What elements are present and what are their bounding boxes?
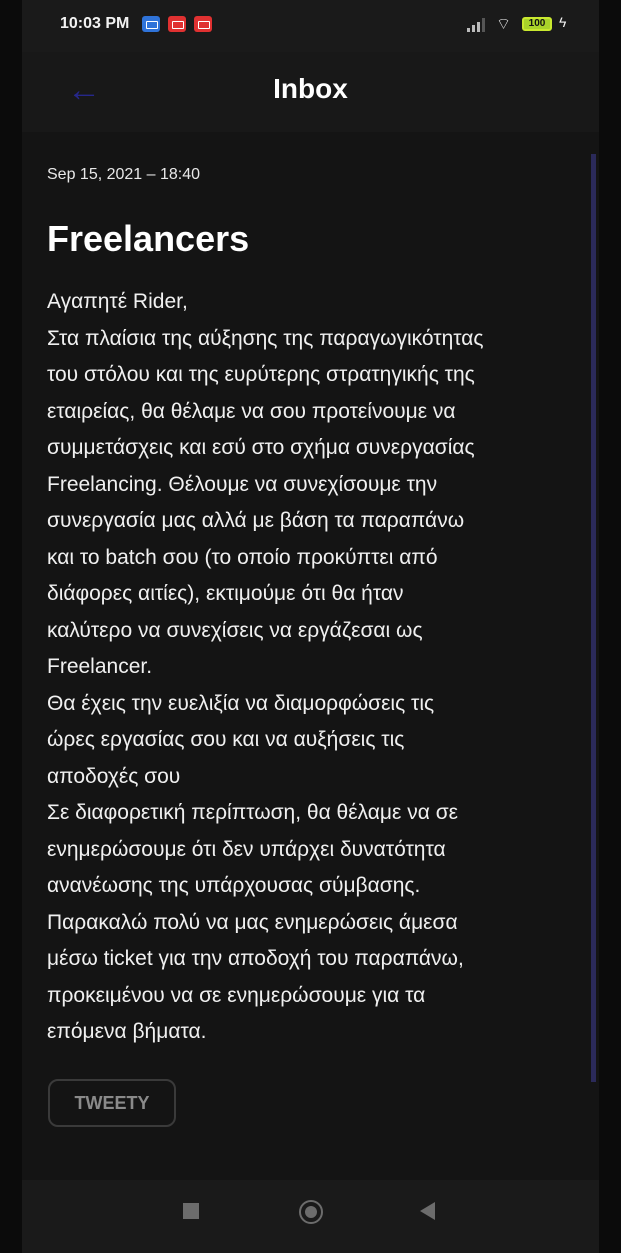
- body-line: Παρακαλώ πολύ να μας ενημερώσεις άμεσα: [47, 910, 458, 934]
- body-line: μέσω ticket για την αποδοχή του παραπάνω,: [47, 947, 464, 970]
- mail-icon: [168, 16, 186, 32]
- body-line: Freelancing. Θέλουμε να συνεχίσουμε την: [47, 472, 438, 496]
- body-line: Freelancer.: [47, 655, 153, 678]
- charging-icon: ϟ: [559, 14, 567, 30]
- body-line: συμμετάσχεις και εσύ στο σχήμα συνεργασίας: [47, 436, 475, 459]
- message-icon: [142, 16, 160, 32]
- mail-icon: [194, 16, 212, 32]
- status-bar: [22, 0, 599, 52]
- sender-tag-button[interactable]: TWEETY: [48, 1079, 176, 1127]
- body-line: επόμενα βήματα.: [47, 1020, 207, 1043]
- recent-apps-icon[interactable]: [183, 1203, 199, 1219]
- scrollbar[interactable]: [591, 154, 596, 1082]
- body-line: ενημερώσουμε ότι δεν υπάρχει δυνατότητα: [47, 837, 446, 861]
- app-bar: [22, 52, 599, 132]
- body-line: Αγαπητέ Rider,: [47, 290, 188, 313]
- system-nav-bar: [22, 1180, 599, 1253]
- device-frame-left: [0, 0, 22, 1253]
- body-line: του στόλου και της ευρύτερης στρατηγικής της: [47, 363, 475, 386]
- body-line: ανανέωσης της υπάρχουσας σύμβασης.: [47, 874, 421, 897]
- phone-screen: [22, 0, 599, 1253]
- message-title: Freelancers: [47, 218, 250, 259]
- body-line: Θα έχεις την ευελιξία να διαμορφώσεις τις: [47, 691, 435, 715]
- body-line: και το batch σου (το οποίο προκύπτει από: [47, 545, 438, 569]
- message-date: Sep 15, 2021 – 18:40: [47, 166, 201, 183]
- body-line: Σε διαφορετική περίπτωση, θα θέλαμε να σε: [47, 801, 459, 824]
- message-body: [47, 284, 587, 1051]
- battery-level: 100: [528, 18, 546, 29]
- status-time: 10:03 PM: [60, 15, 130, 32]
- back-triangle-icon[interactable]: [420, 1202, 435, 1220]
- body-line: ώρες εργασίας σου και να αυξήσεις τις: [47, 728, 405, 751]
- signal-icon: [467, 16, 487, 32]
- body-line: αποδοχές σου: [47, 764, 181, 788]
- body-line: Στα πλαίσια της αύξησης της παραγωγικότητας: [47, 326, 484, 350]
- body-line: εταιρείας, θα θέλαμε να σου προτείνουμε να: [47, 399, 456, 423]
- device-frame-right: [599, 0, 621, 1253]
- body-line: καλύτερο να συνεχίσεις να εργάζεσαι ως: [47, 618, 423, 642]
- body-line: προκειμένου να σε ενημερώσουμε για τα: [47, 983, 426, 1007]
- home-icon[interactable]: [299, 1200, 323, 1224]
- page-title: Inbox: [273, 73, 348, 104]
- wifi-icon: ⌔: [496, 16, 512, 33]
- arrow-left-icon[interactable]: ←: [67, 71, 101, 109]
- message-view[interactable]: [22, 132, 599, 1180]
- body-line: διάφορες αιτίες), εκτιμούμε ότι θα ήταν: [47, 582, 404, 605]
- body-line: συνεργασία μας αλλά με βάση τα παραπάνω: [47, 509, 465, 532]
